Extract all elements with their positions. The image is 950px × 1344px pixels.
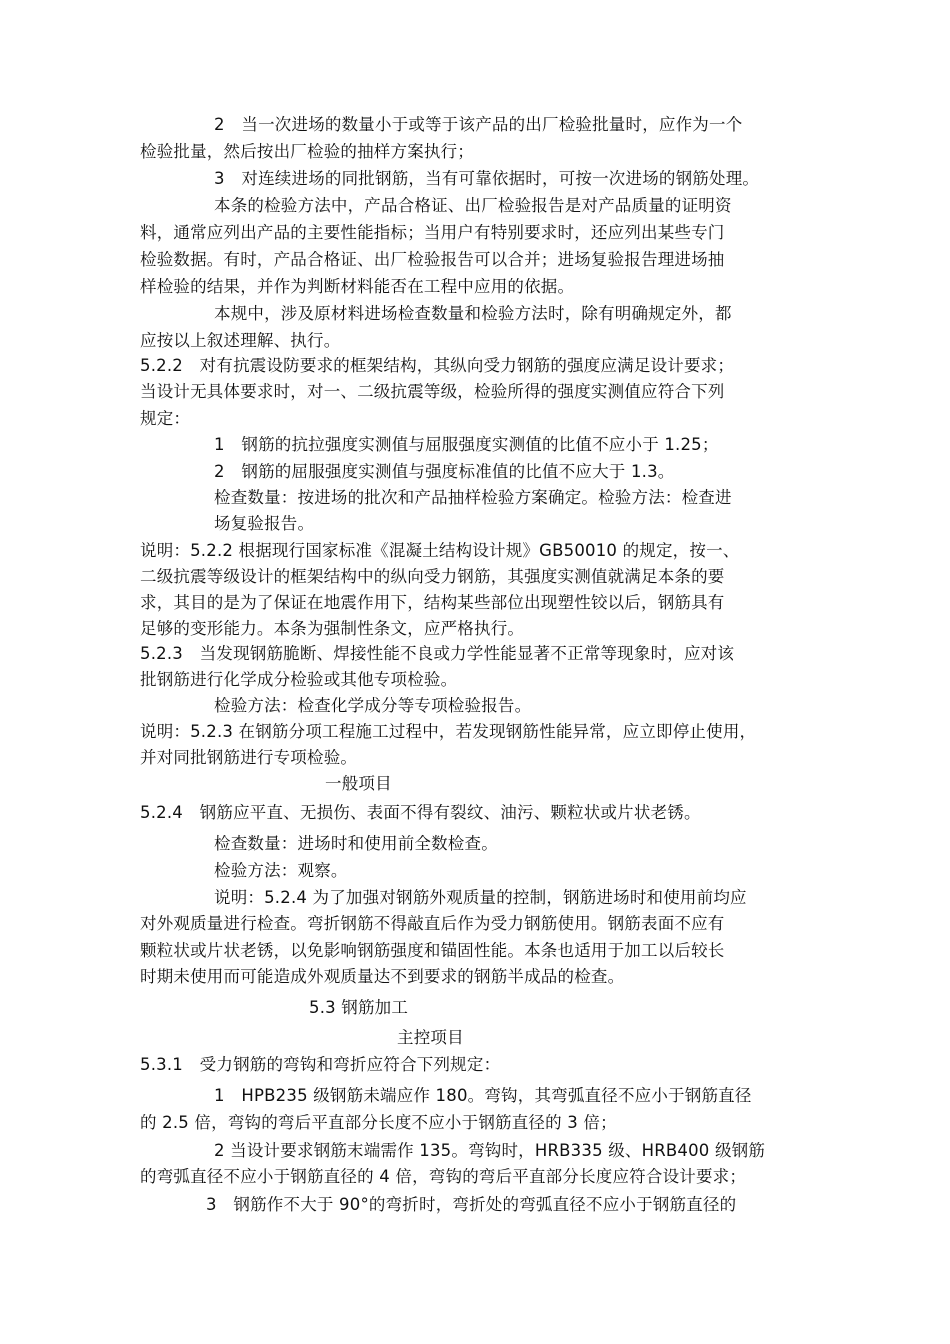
text-line: 本条的检验方法中，产品合格证、出厂检验报告是对产品质量的证明资 (214, 196, 732, 215)
text-line: 本规中，涉及原材料进场检查数量和检验方法时，除有明确规定外，都 (214, 304, 732, 323)
text-line: 1 钢筋的抗拉强度实测值与屈服强度实测值的比值不应小于 1.25； (214, 435, 719, 454)
text-line: 检查数量：按进场的批次和产品抽样检验方案确定。检验方法：检查进 (214, 488, 732, 507)
text-line: 5.3.1 受力钢筋的弯钩和弯折应符合下列规定： (140, 1055, 501, 1074)
text-line: 对外观质量进行检查。弯折钢筋不得敲直后作为受力钢筋使用。钢筋表面不应有 (140, 914, 725, 933)
text-line: 足够的变形能力。本条为强制性条文，应严格执行。 (140, 619, 525, 638)
text-line: 1 HPB235 级钢筋未端应作 180。弯钩，其弯弧直径不应小于钢筋直径 (214, 1086, 752, 1105)
text-line: 颗粒状或片状老锈，以免影响钢筋强度和锚固性能。本条也适用于加工以后较长 (140, 941, 725, 960)
text-line: 2 当设计要求钢筋末端需作 135。弯钩时，HRB335 级、HRB400 级钢筋 (214, 1141, 766, 1160)
section-heading: 一般项目 (325, 774, 392, 793)
text-line: 并对同批钢筋进行专项检验。 (140, 748, 358, 767)
text-line: 规定： (140, 409, 191, 428)
text-line: 检验方法：观察。 (214, 861, 348, 880)
text-line: 检验数据。有时，产品合格证、出厂检验报告可以合并；进场复验报告理进场抽 (140, 250, 725, 269)
text-line: 说明：5.2.2 根据现行国家标准《混凝土结构设计规》GB50010 的规定，按一、 (140, 541, 740, 560)
text-line: 的 2.5 倍，弯钩的弯后平直部分长度不应小于钢筋直径的 3 倍； (140, 1113, 617, 1132)
text-line: 检验方法：检查化学成分等专项检验报告。 (214, 696, 532, 715)
text-line: 说明：5.2.3 在钢筋分项工程施工过程中，若发现钢筋性能异常，应立即停止使用， (140, 722, 757, 741)
text-line: 2 钢筋的屈服强度实测值与强度标准值的比值不应大于 1.3。 (214, 462, 675, 481)
text-line: 料，通常应列出产品的主要性能指标；当用户有特别要求时，还应列出某些专门 (140, 223, 725, 242)
text-line: 时期未使用而可能造成外观质量达不到要求的钢筋半成品的检查。 (140, 967, 625, 986)
text-line: 求，其目的是为了保证在地震作用下，结构某些部位出现塑性铰以后，钢筋具有 (140, 593, 725, 612)
section-title: 5.3 钢筋加工 (309, 998, 409, 1017)
text-line: 5.2.3 当发现钢筋脆断、焊接性能不良或力学性能显著不正常等现象时，应对该 (140, 644, 735, 663)
text-line: 检验批量，然后按出厂检验的抽样方案执行； (140, 142, 474, 161)
text-line: 2 当一次进场的数量小于或等于该产品的出厂检验批量时，应作为一个 (214, 115, 743, 134)
text-line: 二级抗震等级设计的框架结构中的纵向受力钢筋，其强度实测值就满足本条的要 (140, 567, 725, 586)
text-line: 场复验报告。 (214, 514, 315, 533)
text-line: 检查数量：进场时和使用前全数检查。 (214, 834, 498, 853)
text-line: 应按以上叙述理解、执行。 (140, 331, 341, 350)
text-line: 5.2.4 钢筋应平直、无损伤、表面不得有裂纹、油污、颗粒状或片状老锈。 (140, 803, 701, 822)
text-line: 样检验的结果，并作为判断材料能否在工程中应用的依据。 (140, 277, 575, 296)
section-heading: 主控项目 (397, 1028, 464, 1047)
text-line: 3 对连续进场的同批钢筋，当有可靠依据时，可按一次进场的钢筋处理。 (214, 169, 760, 188)
text-line: 说明：5.2.4 为了加强对钢筋外观质量的控制，钢筋进场时和使用前均应 (214, 888, 747, 907)
text-line: 批钢筋进行化学成分检验或其他专项检验。 (140, 670, 458, 689)
text-line: 的弯弧直径不应小于钢筋直径的 4 倍，弯钩的弯后平直部分长度应符合设计要求； (140, 1167, 747, 1186)
text-line: 5.2.2 对有抗震设防要求的框架结构，其纵向受力钢筋的强度应满足设计要求； (140, 356, 735, 375)
text-line: 当设计无具体要求时，对一、二级抗震等级，检验所得的强度实测值应符合下列 (140, 382, 725, 401)
text-line: 3 钢筋作不大于 90°的弯折时，弯折处的弯弧直径不应小于钢筋直径的 (206, 1195, 737, 1214)
